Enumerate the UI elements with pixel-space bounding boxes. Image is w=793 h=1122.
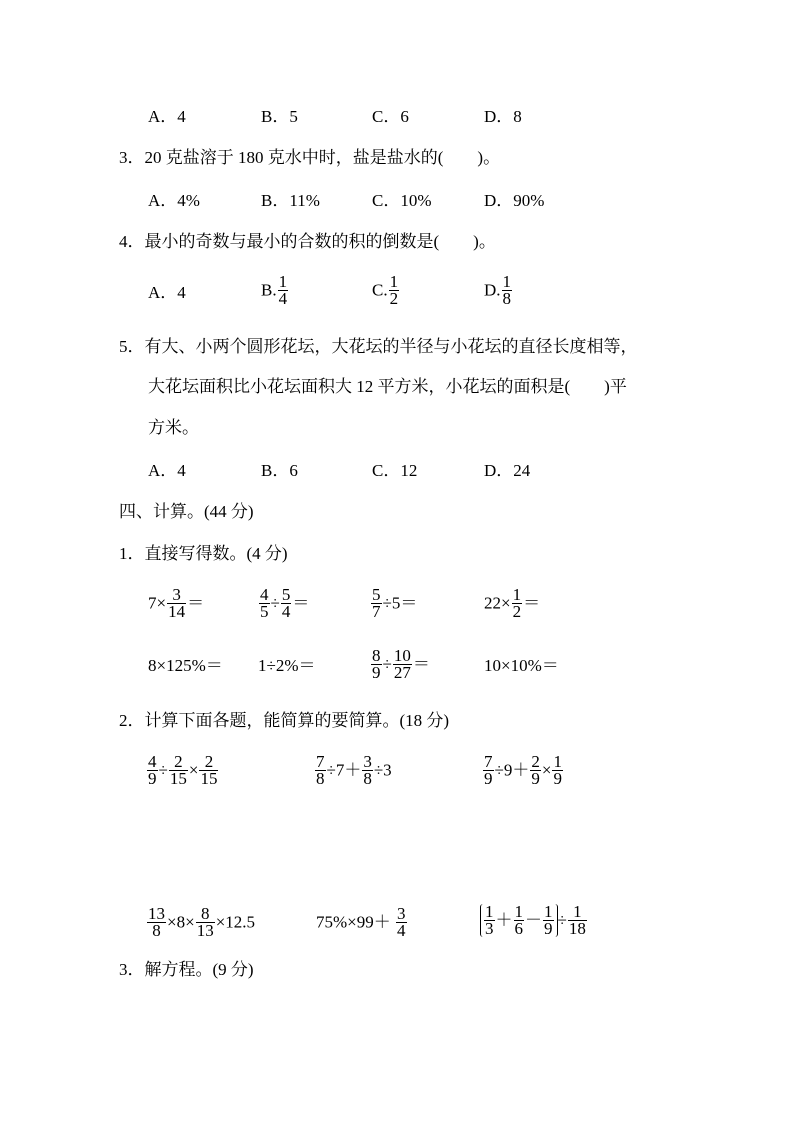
question-3-stem: 3．20 克盐溶于 180 克水中时，盐是盐水的( )。 — [119, 148, 501, 167]
question-5-line-3: 方米。 — [148, 418, 199, 437]
calc-expression-5: 75%×99＋ $\frac{3}{4}$ — [316, 904, 406, 940]
direct-calc-7: $\frac{8}{9}$ ÷ $\frac{10}{27}$ ＝ — [372, 646, 430, 682]
q2-option-b: B．5 — [261, 107, 298, 126]
q3-option-d: D．90% — [484, 191, 545, 210]
direct-calc-3: $\frac{5}{7}$ ÷5＝ — [372, 585, 418, 621]
q3-option-c: C．10% — [372, 191, 432, 210]
part-2-title: 2．计算下面各题，能简算的要简算。(18 分) — [119, 711, 450, 730]
calc-expression-2: $\frac{7}{8}$ ÷7＋ $\frac{3}{8}$ ÷3 — [316, 752, 392, 788]
calc-expression-6: $\frac{1}{3}$ ＋ $\frac{1}{6}$ － $\frac{1}{9}$ ÷ $\frac{1}{18}$ — [480, 904, 588, 937]
direct-calc-8: 10×10%＝ — [484, 656, 559, 675]
q4-option-c: C. $\frac{1}{2}$ — [372, 272, 399, 308]
q5-option-a: A．4 — [148, 461, 186, 480]
section-4-title: 四、计算。(44 分) — [119, 502, 254, 521]
part-1-title: 1．直接写得数。(4 分) — [119, 544, 288, 563]
direct-calc-2: $\frac{4}{5}$ ÷ $\frac{5}{4}$ ＝ — [260, 585, 310, 621]
q5-option-d: D．24 — [484, 461, 531, 480]
q4-option-d: D. $\frac{1}{8}$ — [484, 272, 512, 308]
q4-option-b: B. $\frac{1}{4}$ — [261, 272, 288, 308]
q2-option-c: C．6 — [372, 107, 409, 126]
q5-option-b: B．6 — [261, 461, 298, 480]
direct-calc-6: 1÷2%＝ — [258, 656, 316, 675]
direct-calc-4: 22× $\frac{1}{2}$ ＝ — [484, 585, 541, 621]
question-5-line-1: 5．有大、小两个圆形花坛，大花坛的半径与小花坛的直径长度相等， — [119, 337, 638, 356]
part-3-title: 3．解方程。(9 分) — [119, 960, 254, 979]
q5-option-c: C．12 — [372, 461, 418, 480]
q3-option-a: A．4% — [148, 191, 200, 210]
direct-calc-5: 8×125%＝ — [148, 656, 223, 675]
question-4-stem: 4．最小的奇数与最小的合数的积的倒数是( )。 — [119, 232, 496, 251]
q2-option-d: D．8 — [484, 107, 522, 126]
q4-option-a: A．4 — [148, 283, 186, 302]
calc-expression-4: $\frac{13}{8}$ ×8× $\frac{8}{13}$ ×12.5 — [148, 904, 256, 940]
calc-expression-1: $\frac{4}{9}$ ÷ $\frac{2}{15}$ × $\frac{2}{15}$ — [148, 752, 218, 788]
q2-option-a: A．4 — [148, 107, 186, 126]
direct-calc-1: 7× $\frac{3}{14}$ ＝ — [148, 585, 205, 621]
calc-expression-3: $\frac{7}{9}$ ÷9＋ $\frac{2}{9}$ × $\frac{1}{9}$ — [484, 752, 562, 788]
bracket-group: $\frac{1}{3}$ ＋ $\frac{1}{6}$ － $\frac{1}{9}$ — [480, 904, 558, 937]
question-5-line-2: 大花坛面积比小花坛面积大 12 平方米，小花坛的面积是( )平 — [148, 377, 627, 396]
q3-option-b: B．11% — [261, 191, 320, 210]
